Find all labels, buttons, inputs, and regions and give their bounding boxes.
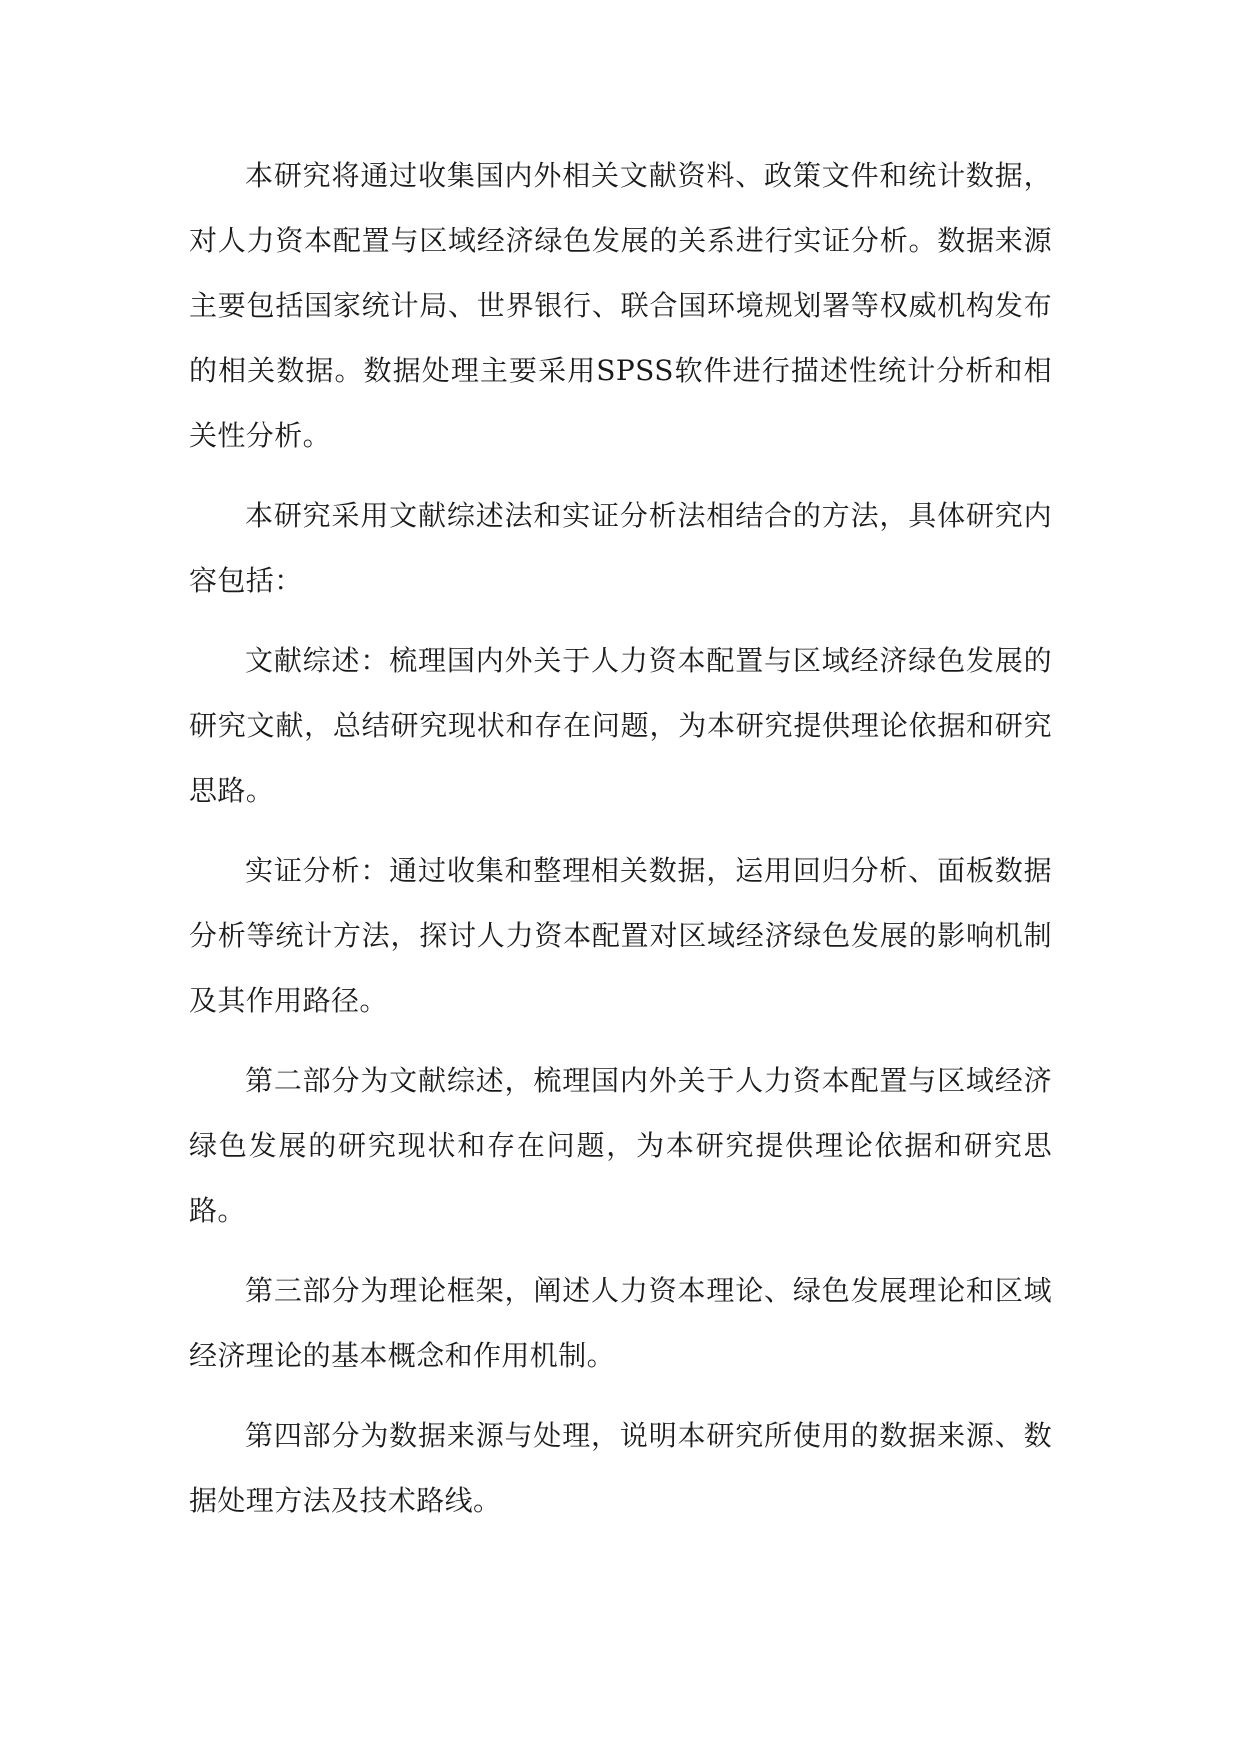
paragraph-data-sources: 本研究将通过收集国内外相关文献资料、政策文件和统计数据，对人力资本配置与区域经济绿色发展的关系进行实证分析。数据来源主要包括国家统计局、世界银行、联合国环境规划署等权威机构发布的相关数据。数据处理主要采用SPSS软件进行描述性统计分析和相关性分析。 — [189, 159, 1052, 452]
paragraph-part-three: 第三部分为理论框架，阐述人力资本理论、绿色发展理论和区域经济理论的基本概念和作用机制。 — [189, 1274, 1052, 1372]
paragraph-part-four: 第四部分为数据来源与处理，说明本研究所使用的数据来源、数据处理方法及技术路线。 — [189, 1419, 1052, 1517]
paragraph-empirical-analysis-method: 实证分析：通过收集和整理相关数据，运用回归分析、面板数据分析等统计方法，探讨人力资本配置对区域经济绿色发展的影响机制及其作用路径。 — [189, 854, 1052, 1017]
paragraph-research-methods: 本研究采用文献综述法和实证分析法相结合的方法，具体研究内容包括： — [189, 499, 1052, 597]
paragraph-literature-review-method: 文献综述：梳理国内外关于人力资本配置与区域经济绿色发展的研究文献，总结研究现状和存在问题，为本研究提供理论依据和研究思路。 — [189, 644, 1052, 807]
paragraph-part-two: 第二部分为文献综述，梳理国内外关于人力资本配置与区域经济绿色发展的研究现状和存在问题，为本研究提供理论依据和研究思路。 — [189, 1064, 1052, 1227]
